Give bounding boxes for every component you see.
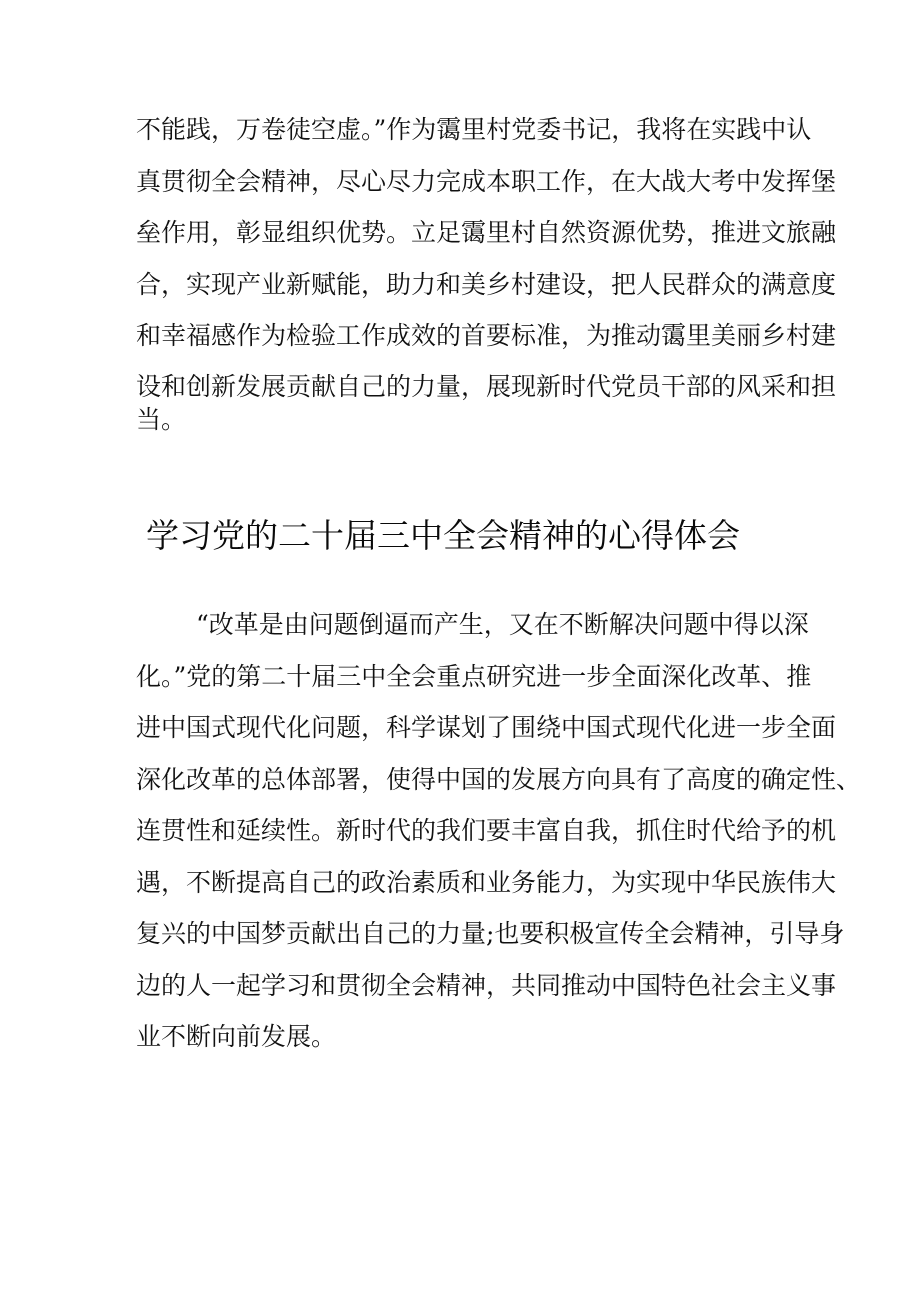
paragraph-line: 边的人一起学习和贯彻全会精神，共同推动中国特色社会主义事 [136,971,837,1000]
paragraph-line: 连贯性和延续性。新时代的我们要丰富自我，抓住时代给予的机 [136,816,837,845]
paragraph-line: 深化改革的总体部署，使得中国的发展方向具有了高度的确定性、 [136,765,862,794]
paragraph-line: 和幸福感作为检验工作成效的首要标准，为推动霭里美丽乡村建 [136,321,837,350]
paragraph-line: 业不断向前发展。 [136,1022,337,1051]
paragraph-line: 进中国式现代化问题，科学谋划了围绕中国式现代化进一步全面 [136,713,837,742]
paragraph-line: 不能践，万卷徒空虚。”作为霭里村党委书记，我将在实践中认 [136,115,812,144]
section-heading: 学习党的二十届三中全会精神的心得体会 [146,516,740,555]
paragraph-line: 遇，不断提高自己的政治素质和业务能力，为实现中华民族伟大 [136,868,837,897]
paragraph-line: 设和创新发展贡献自己的力量，展现新时代党员干部的风采和担 [136,372,837,401]
paragraph-line: “改革是由问题倒逼而产生，又在不断解决问题中得以深 [196,610,809,639]
paragraph-line: 当。 [136,405,187,434]
paragraph-line: 化。”党的第二十届三中全会重点研究进一步全面深化改革、推 [136,662,812,691]
paragraph-line: 真贯彻全会精神，尽心尽力完成本职工作，在大战大考中发挥堡 [136,167,837,196]
paragraph-line: 复兴的中国梦贡献出自己的力量;也要积极宣传全会精神，引导身 [136,919,845,948]
paragraph-line: 垒作用，彰显组织优势。立足霭里村自然资源优势，推进文旅融 [136,218,837,247]
paragraph-line: 合，实现产业新赋能，助力和美乡村建设，把人民群众的满意度 [136,270,837,299]
